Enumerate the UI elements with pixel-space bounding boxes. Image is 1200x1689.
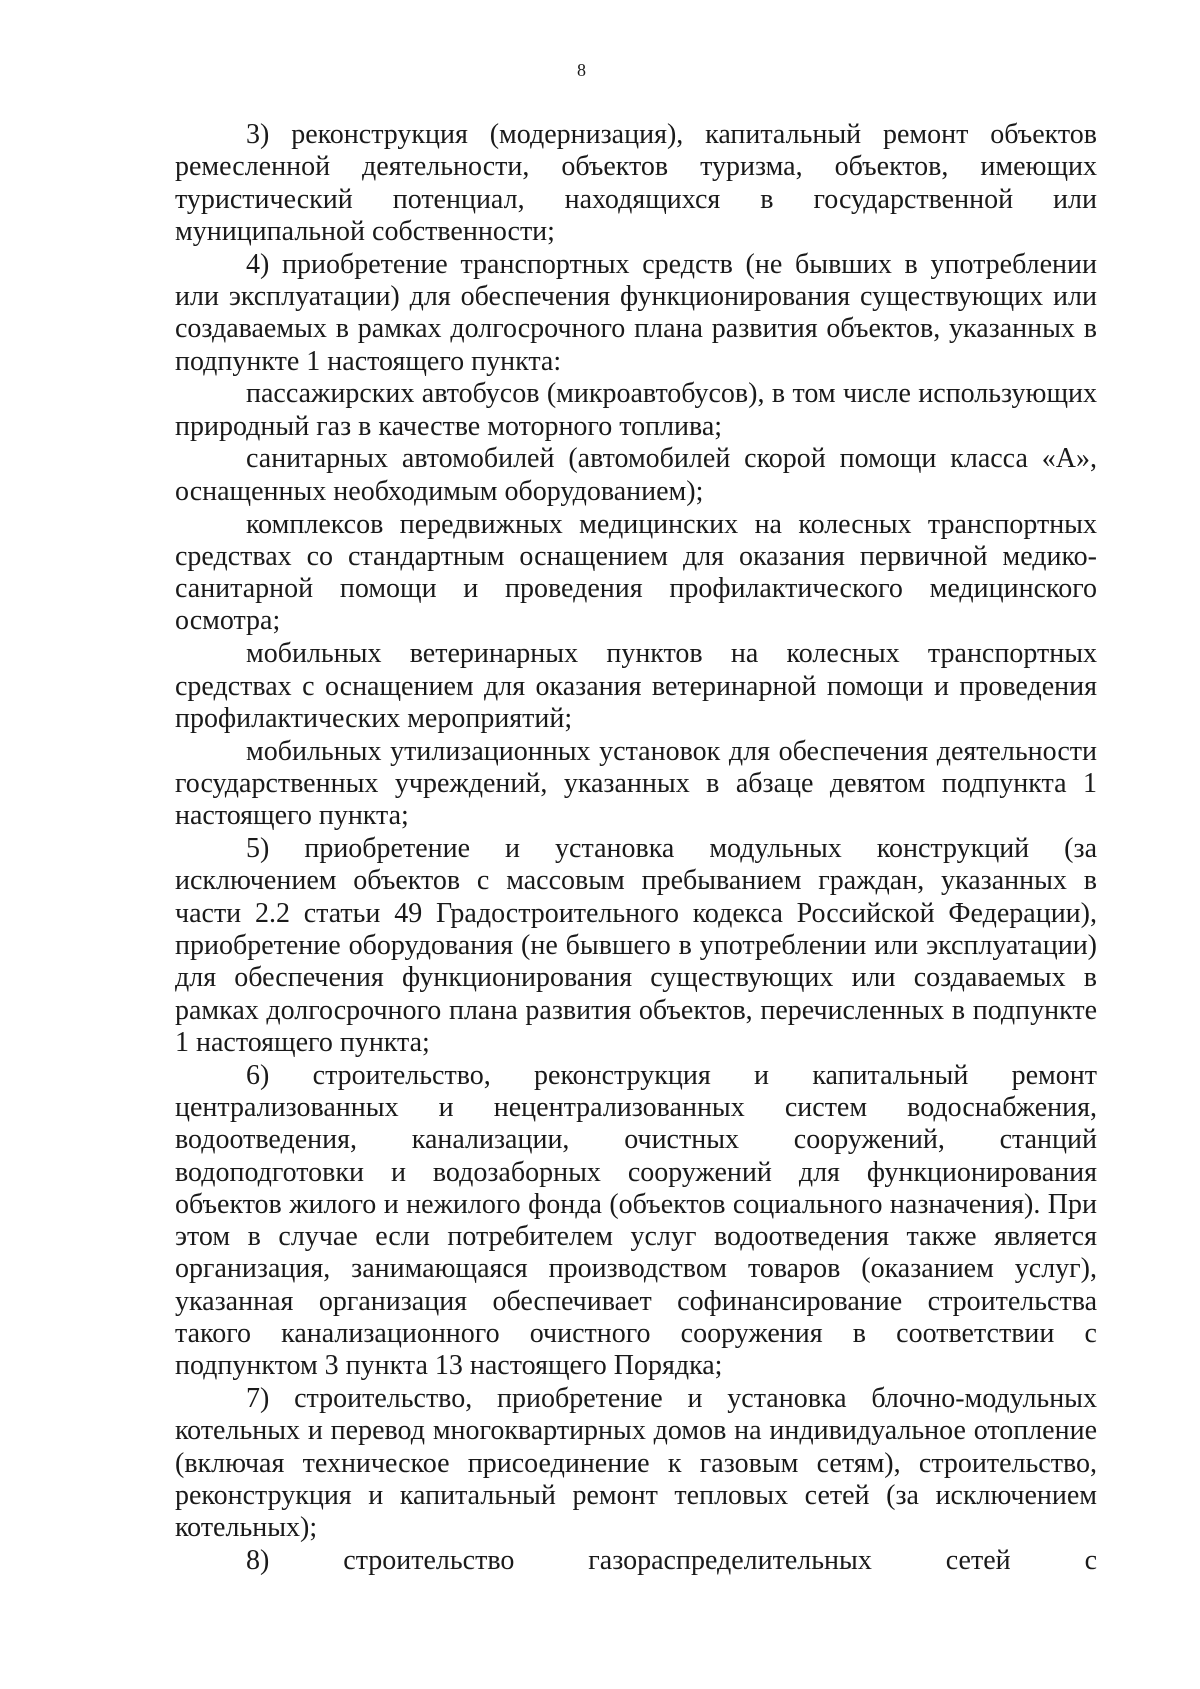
page-number: 8 [577, 60, 586, 80]
paragraph-item-8: 8) строительство газораспределительных сетей с [246, 1545, 1097, 1577]
paragraph-mobile-veterinary-points: мобильных ветеринарных пунктов на колесных транспортных средствах с оснащением для оказания ветеринарной помощи и проведения профилактических мероприятий; [175, 638, 1097, 734]
paragraph-passenger-buses: пассажирских автобусов (микроавтобусов), в том числе использующих природный газ в качестве моторного топлива; [175, 378, 1097, 442]
document-body [175, 119, 1097, 1577]
paragraph-item-4: 4) приобретение транспортных средств (не бывших в употреблении или эксплуатации) для обеспечения функционирования существующих или создаваемых в рамках долгосрочного плана развития объектов, указанных в подпункте 1 настоящего пункта: [175, 248, 1097, 377]
paragraph-mobile-medical-complexes: комплексов передвижных медицинских на колесных транспортных средствах со стандартным оснащением для оказания первичной медико-санитарной помощи и проведения профилактического медицинского осмотра; [175, 508, 1097, 637]
paragraph-ambulances: санитарных автомобилей (автомобилей скорой помощи класса «А», оснащенных необходимым оборудованием); [175, 443, 1097, 507]
paragraph-item-3: 3) реконструкция (модернизация), капитальный ремонт объектов ремесленной деятельности, объектов туризма, объектов, имеющих туристический потенциал, находящихся в государственной или муниципальной собственности; [175, 119, 1097, 247]
paragraph-item-5: 5) приобретение и установка модульных конструкций (за исключением объектов с массовым пребыванием граждан, указанных в части 2.2 статьи 49 Градостроительного кодекса Российской Федерации), приобретение оборудования (не бывшего в употреблении или эксплуатации) для обеспечения функционирования существующих или создаваемых в рамках долгосрочного плана развития объектов, перечисленных в подпункте 1 настоящего пункта; [175, 833, 1097, 1058]
paragraph-mobile-disposal-units: мобильных утилизационных установок для обеспечения деятельности государственных учреждений, указанных в абзаце девятом подпункта 1 настоящего пункта; [175, 735, 1097, 832]
paragraph-item-7: 7) строительство, приобретение и установка блочно-модульных котельных и перевод многоквартирных домов на индивидуальное отопление (включая техническое присоединение к газовым сетям), строительство, реконструкция и капитальный ремонт тепловых сетей (за исключением котельных); [175, 1383, 1097, 1544]
paragraph-item-6: 6) строительство, реконструкция и капитальный ремонт централизованных и нецентрализованных систем водоснабжения, водоотведения, канализации, очистных сооружений, станций водоподготовки и водозаборных сооружений для функционирования объектов жилого и нежилого фонда (объектов социального назначения). При этом в случае если потребителем услуг водоотведения также является организация, занимающаяся производством товаров (оказанием услуг), указанная организация обеспечивает софинансирование строительства такого канализационного очистного сооружения в соответствии с подпунктом 3 пункта 13 настоящего Порядка; [175, 1059, 1097, 1382]
